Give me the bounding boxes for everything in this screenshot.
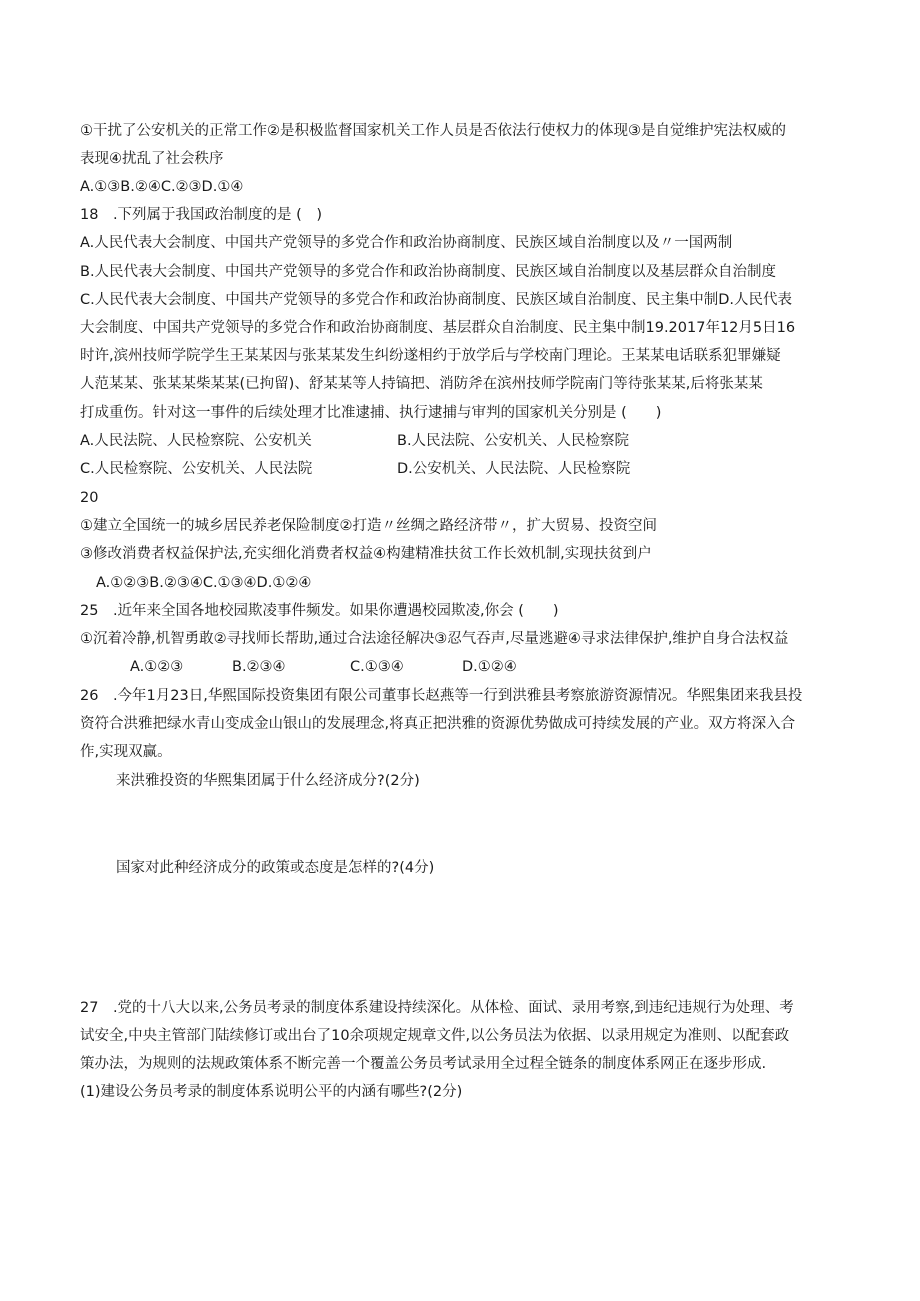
q27-line1: 27 .党的十八大以来,公务员考录的制度体系建设持续深化。从体检、面试、录用考察,到违纪违规行为处理、考 [80,1000,794,1016]
q18-stem: 18 .下列属于我国政治制度的是 ( ) [80,207,322,223]
q19-line3: 打成重伤。针对这一事件的后续处理才比准逮捕、执行逮捕与审判的国家机关分别是 ( ) [80,405,662,421]
q19-line2: 人范某某、张某某柴某某(已拘留)、舒某某等人持镐把、消防斧在滨州技师学院南门等待张某某,后将张某某 [80,376,763,392]
q18-option-c: C.人民代表大会制度、中国共产党领导的多党合作和政治协商制度、民族区域自治制度、民主集中制D.人民代表 [80,292,793,308]
q20-number: 20 [80,490,99,506]
q18-option-d: 大会制度、中国共产党领导的多党合作和政治协商制度、基层群众自治制度、民主集中制19.2017年12月5日16 [80,320,796,336]
q17-options: A.①③B.②④C.②③D.①④ [80,179,244,195]
q17-statements-line2: 表现④扰乱了社会秩序 [80,151,224,167]
q19-option-c: C.人民检察院、公安机关、人民法院 [80,461,313,477]
q25-option-a: A.①②③ [130,659,184,675]
q25-option-c: C.①③④ [350,659,404,675]
q27-subquestion-1: (1)建设公务员考录的制度体系说明公平的内涵有哪些?(2分) [80,1084,463,1100]
q25-statements: ①沉着冷静,机智勇敢②寻找师长帮助,通过合法途径解决③忍气吞声,尽量逃避④寻求法律保护,维护自身合法权益 [80,631,789,647]
q26-line2: 资符合洪雅把绿水青山变成金山银山的发展理念,将真正把洪雅的资源优势做成可持续发展的产业。双方将深入合 [80,716,796,732]
q26-subquestion-2: 国家对此种经济成分的政策或态度是怎样的?(4分) [116,860,435,876]
q27-line3: 策办法，为规则的法规政策体系不断完善一个覆盖公务员考试录用全过程全链条的制度体系网正在逐步形成. [80,1056,767,1072]
q26-subquestion-1: 来洪雅投资的华熙集团属于什么经济成分?(2分) [116,773,420,789]
q25-option-b: B.②③④ [232,659,286,675]
q20-options: A.①②③B.②③④C.①③④D.①②④ [96,575,312,591]
q18-option-a: A.人民代表大会制度、中国共产党领导的多党合作和政治协商制度、民族区域自治制度以及〃一国两制 [80,235,733,251]
q17-statements-line1: ①干扰了公安机关的正常工作②是积极监督国家机关工作人员是否依法行使权力的体现③是自觉维护宪法权威的 [80,123,786,139]
q20-statements-line1: ①建立全国统一的城乡居民养老保险制度②打造〃丝绸之路经济带〃，扩大贸易、投资空间 [80,518,657,534]
q18-option-b: B.人民代表大会制度、中国共产党领导的多党合作和政治协商制度、民族区域自治制度以及基层群众自治制度 [80,264,777,280]
q25-stem: 25 .近年来全国各地校园欺凌事件频发。如果你遭遇校园欺凌,你会 ( ) [80,603,559,619]
q26-line3: 作,实现双赢。 [80,744,172,760]
q26-line1: 26 .今年1月23日,华熙国际投资集团有限公司董事长赵燕等一行到洪雅县考察旅游资源情况。华熙集团来我县投 [80,688,803,704]
q25-option-d: D.①②④ [462,659,517,675]
q19-option-b: B.人民法院、公安机关、人民检察院 [397,433,630,449]
q19-line1: 时许,滨州技师学院学生王某某因与张某某发生纠纷遂相约于放学后与学校南门理论。王某某电话联系犯罪嫌疑 [80,348,781,364]
q20-statements-line2: ③修改消费者权益保护法,充实细化消费者权益④构建精准扶贫工作长效机制,实现扶贫到户 [80,546,652,562]
q19-option-d: D.公安机关、人民法院、人民检察院 [397,461,631,477]
q19-option-a: A.人民法院、人民检察院、公安机关 [80,433,312,449]
q27-line2: 试安全,中央主管部门陆续修订或出台了10余项规定规章文件,以公务员法为依据、以录用规定为准则、以配套政 [80,1028,790,1044]
